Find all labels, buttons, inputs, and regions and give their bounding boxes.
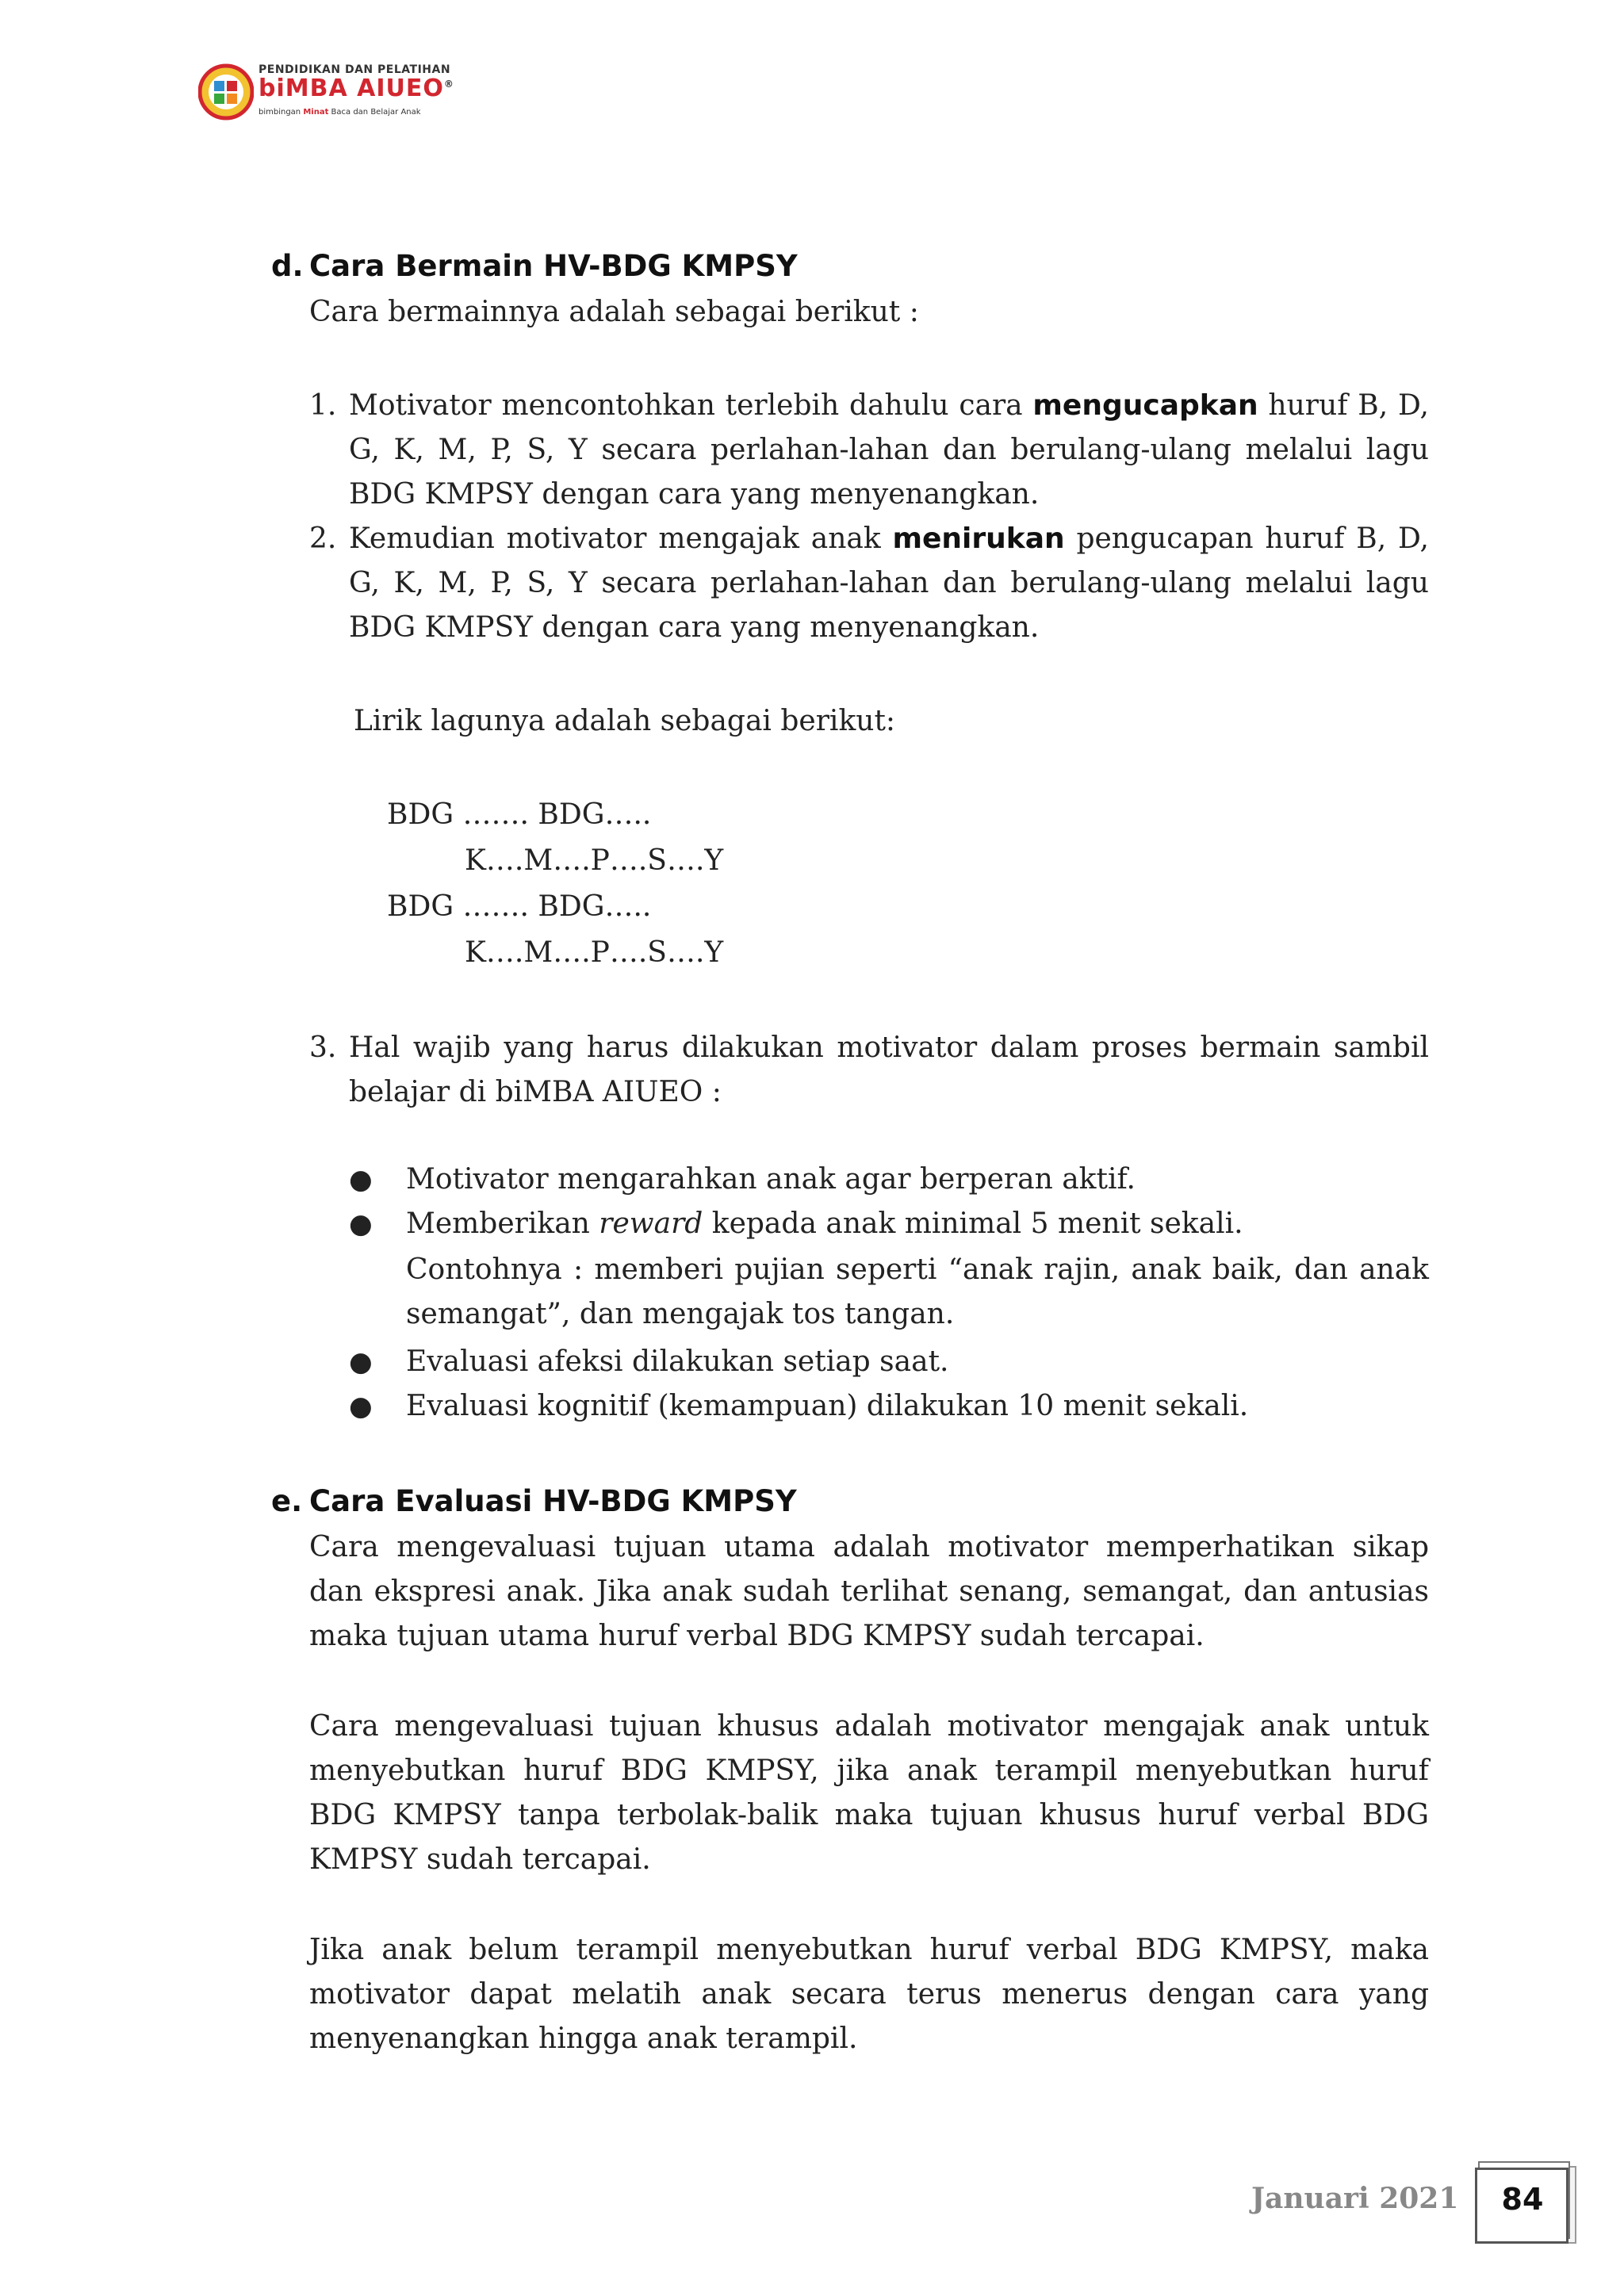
section-e-title: Cara Evaluasi HV-BDG KMPSY — [309, 1484, 797, 1518]
section-d-marker: d. — [271, 249, 304, 283]
logo-tagline: bimbingan Minat Baca dan Belajar Anak — [259, 108, 421, 117]
section-d-title: Cara Bermain HV-BDG KMPSY — [309, 249, 798, 283]
lyric-line-2: K….M….P….S….Y — [465, 844, 724, 877]
bullet-icon: ● — [349, 1391, 373, 1422]
bullet-1-text: Motivator mengarahkan anak agar berperan aktif. — [406, 1163, 1136, 1196]
logo-name: biMBA AIUEO® — [259, 75, 454, 102]
bullet-2-text: Memberikan reward kepada anak minimal 5 menit sekali. — [406, 1207, 1243, 1240]
section-e-paragraph-1: Cara mengevaluasi tujuan utama adalah motivator memperhatikan sikap dan ekspresi anak. Jika anak sudah terlihat senang, semangat, dan antusias maka tujuan utama huruf verbal BDG KMPSY sudah tercapai. — [309, 1531, 1429, 1652]
page-number: 84 — [1501, 2182, 1544, 2217]
bimba-badge-icon — [198, 60, 254, 124]
item-1-number: 1. — [309, 389, 337, 422]
item-2-number: 2. — [309, 522, 337, 555]
bullet-2-example: Contohnya : memberi pujian seperti “anak rajin, anak baik, dan anak semangat”, dan mengajak tos tangan. — [406, 1253, 1429, 1330]
bullet-3-text: Evaluasi afeksi dilakukan setiap saat. — [406, 1345, 949, 1378]
section-e-paragraph-3: Jika anak belum terampil menyebutkan huruf verbal BDG KMPSY, maka motivator dapat melatih anak secara terus menerus dengan cara yang menyenangkan hingga anak terampil. — [309, 1934, 1429, 2055]
item-2-text: Kemudian motivator mengajak anak menirukan pengucapan huruf B, D, G, K, M, P, S, Y secara perlahan-lahan dan berulang-ulang melalui lagu BDG KMPSY dengan cara yang menyenangkan. — [349, 522, 1429, 644]
logo — [198, 60, 454, 133]
lyrics-intro: Lirik lagunya adalah sebagai berikut: — [354, 705, 896, 737]
section-e-marker: e. — [271, 1484, 303, 1518]
lyric-line-4: K….M….P….S….Y — [465, 936, 724, 969]
bullet-icon: ● — [349, 1164, 373, 1196]
logo-top-text: PENDIDIKAN DAN PELATIHAN — [259, 63, 451, 76]
item-1-text: Motivator mencontohkan terlebih dahulu cara mengucapkan huruf B, D, G, K, M, P, S, Y secara perlahan-lahan dan berulang-ulang melalui lagu BDG KMPSY dengan cara yang menyenangkan. — [349, 389, 1429, 511]
item-3-text: Hal wajib yang harus dilakukan motivator dalam proses bermain sambil belajar di biMBA AIUEO : — [349, 1031, 1429, 1108]
footer-date: Januari 2021 — [1251, 2182, 1459, 2215]
section-d-intro: Cara bermainnya adalah sebagai berikut : — [309, 296, 919, 328]
lyric-line-1: BDG ……. BDG….. — [387, 798, 652, 831]
lyric-line-3: BDG ……. BDG….. — [387, 890, 652, 923]
bullet-4-text: Evaluasi kognitif (kemampuan) dilakukan 10 menit sekali. — [406, 1390, 1249, 1422]
section-e-paragraph-2: Cara mengevaluasi tujuan khusus adalah motivator mengajak anak untuk menyebutkan huruf BDG KMPSY, jika anak terampil menyebutkan huruf BDG KMPSY tanpa terbolak-balik maka tujuan khusus huruf verbal BDG KMPSY sudah tercapai. — [309, 1710, 1429, 1876]
bullet-icon: ● — [349, 1346, 373, 1378]
page-number-box — [1473, 2156, 1576, 2244]
bullet-icon: ● — [349, 1208, 373, 1240]
item-3-number: 3. — [309, 1031, 337, 1064]
